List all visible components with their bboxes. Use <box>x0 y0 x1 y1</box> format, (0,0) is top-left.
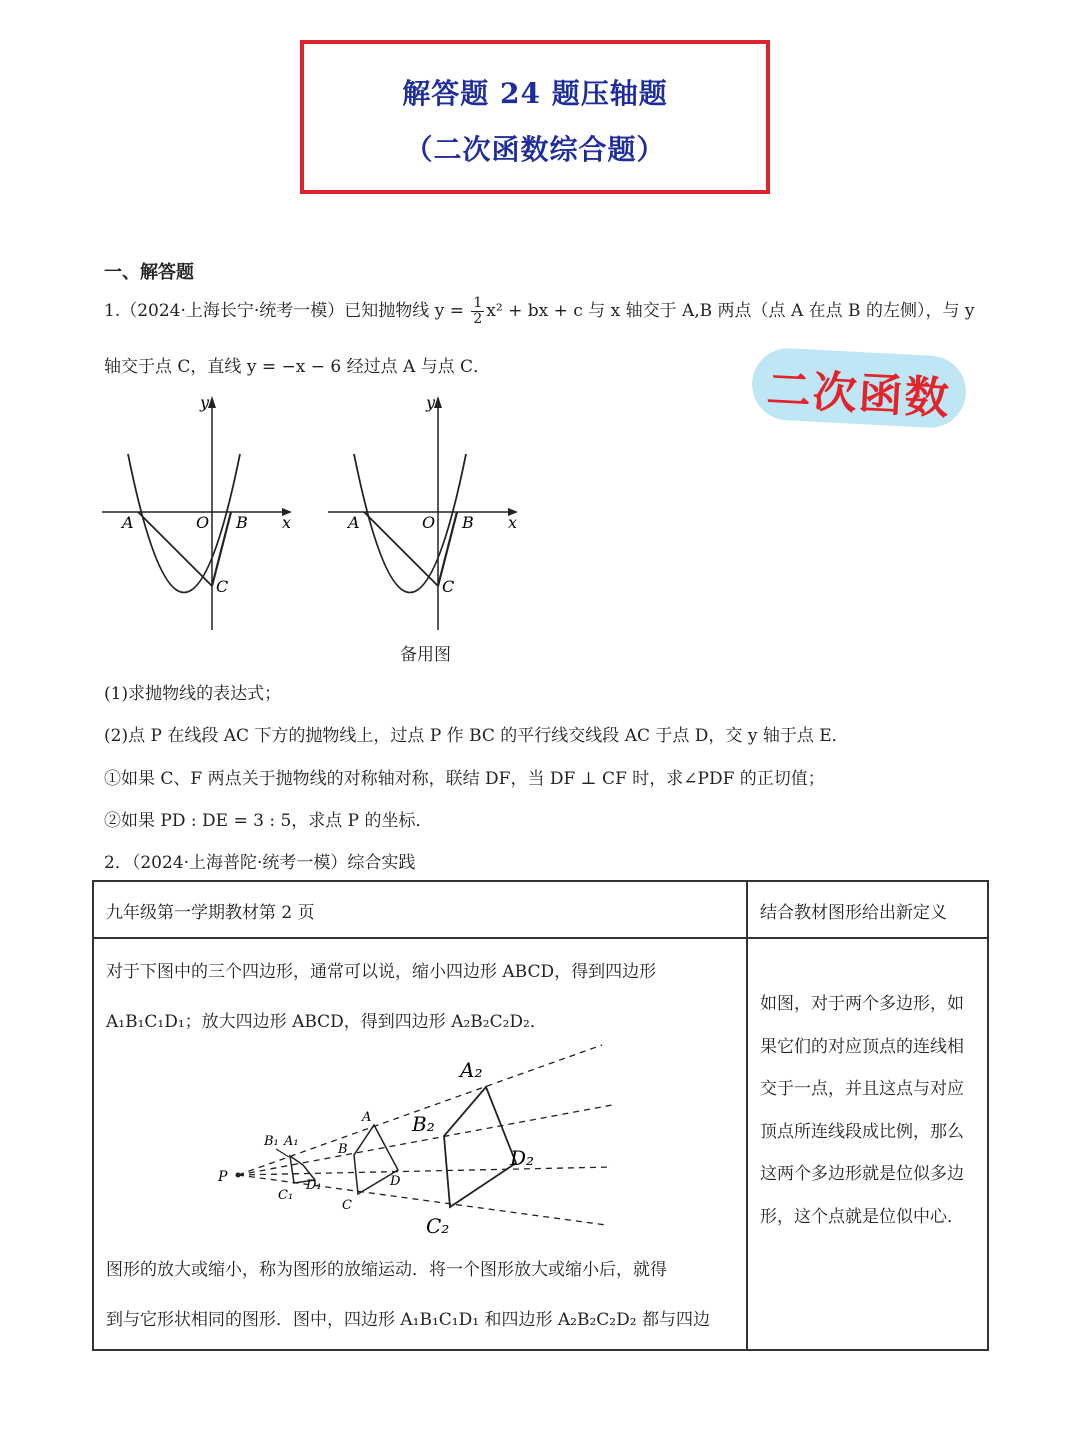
label-a: A <box>362 1110 372 1125</box>
fraction-numerator: 1 <box>473 295 483 311</box>
q1-part2b: ②如果 PD : DE = 3 : 5，求点 P 的坐标． <box>104 811 433 831</box>
table-left-line4: 到与它形状相同的图形．图中，四边形 A₁B₁C₁D₁ 和四边形 A₂B₂C₂D₂ 都与四边 <box>106 1310 710 1330</box>
label-a2: A₂ <box>460 1058 483 1082</box>
label-b: B <box>462 513 474 532</box>
parabola-figure-left <box>100 392 300 637</box>
label-c: C <box>216 577 229 596</box>
fraction-denominator: 2 <box>473 311 483 327</box>
table-cell-right: 如图，对于两个多边形，如果它们的对应顶点的连线相交于一点，并且这点与对应顶点所连线段成比例，那么这两个多边形就是位似多边形，这个点就是位似中心． <box>747 938 988 1350</box>
label-b1: B₁ <box>264 1134 279 1149</box>
comparison-table <box>92 880 989 1351</box>
label-d: D <box>390 1174 401 1189</box>
figure-caption: 备用图 <box>400 645 451 665</box>
quad-a2b2c2d2 <box>444 1087 516 1207</box>
label-x: x <box>282 513 292 532</box>
sticker-text: 二次函数 <box>765 364 952 425</box>
table-left-line3: 图形的放大或缩小，称为图形的放缩运动．将一个图形放大或缩小后，就得 <box>106 1260 667 1280</box>
table-left-line2: A₁B₁C₁D₁；放大四边形 ABCD，得到四边形 A₂B₂C₂D₂． <box>106 1012 547 1032</box>
label-c2: C₂ <box>426 1214 450 1238</box>
y-axis-arrow <box>434 396 442 408</box>
label-y: y <box>200 393 210 412</box>
table-cell-left <box>93 938 747 1350</box>
label-b2: B₂ <box>412 1112 435 1136</box>
label-b: B <box>338 1142 348 1157</box>
q1-part2: (2)点 P 在线段 AC 下方的抛物线上，过点 P 作 BC 的平行线交线段 AC 于点 D，交 y 轴于点 E． <box>104 726 849 746</box>
topic-sticker <box>750 346 967 429</box>
dashed-ray <box>238 1045 602 1175</box>
section-title: 一、解答题 <box>104 262 194 283</box>
label-a: A <box>122 513 134 532</box>
label-o: O <box>422 513 436 532</box>
label-x: x <box>508 513 518 532</box>
label-d1: D₁ <box>306 1178 322 1193</box>
dashed-ray <box>238 1167 612 1175</box>
table-left-line1: 对于下图中的三个四边形，通常可以说，缩小四边形 ABCD，得到四边形 <box>106 962 657 982</box>
q1-line1-suffix: x² + bx + c 与 x 轴交于 A,B 两点（点 A 在点 B 的左侧），与 y <box>486 301 975 321</box>
fraction <box>471 296 484 327</box>
label-a1: A₁ <box>284 1134 299 1149</box>
label-b: B <box>236 513 248 532</box>
q1-part1: (1)求抛物线的表达式； <box>104 684 282 704</box>
label-y: y <box>426 393 436 412</box>
parabola-curve <box>354 454 466 593</box>
table-header-right: 结合教材图形给出新定义 <box>747 881 988 938</box>
parabola-curve <box>128 454 240 593</box>
homothety-figure <box>210 1041 620 1241</box>
parabola-figure-right <box>326 392 526 637</box>
label-c: C <box>442 577 455 596</box>
table-header-left: 九年级第一学期教材第 2 页 <box>93 881 747 938</box>
label-c1: C₁ <box>278 1188 294 1203</box>
title-box <box>300 40 770 194</box>
q1-line1 <box>104 296 974 327</box>
title-main: 解答题 24 题压轴题 <box>402 77 668 110</box>
label-a: A <box>348 513 360 532</box>
title-sub: （二次函数综合题） <box>404 133 666 166</box>
y-axis-arrow <box>208 396 216 408</box>
point-p <box>236 1173 241 1178</box>
q2-heading: 2．（2024·上海普陀·统考一模）综合实践 <box>104 853 416 873</box>
q1-line1-prefix: 1.（2024·上海长宁·统考一模）已知抛物线 y = <box>104 301 470 321</box>
label-p: P <box>218 1169 228 1185</box>
q1-part2a: ①如果 C、F 两点关于抛物线的对称轴对称，联结 DF，当 DF ⊥ CF 时，求∠PDF 的正切值； <box>104 769 825 789</box>
label-c: C <box>342 1198 352 1213</box>
pointer-b1 <box>276 1149 289 1157</box>
label-d2: D₂ <box>510 1146 535 1170</box>
label-o: O <box>196 513 210 532</box>
q1-line2: 轴交于点 C，直线 y = −x − 6 经过点 A 与点 C． <box>104 357 491 377</box>
